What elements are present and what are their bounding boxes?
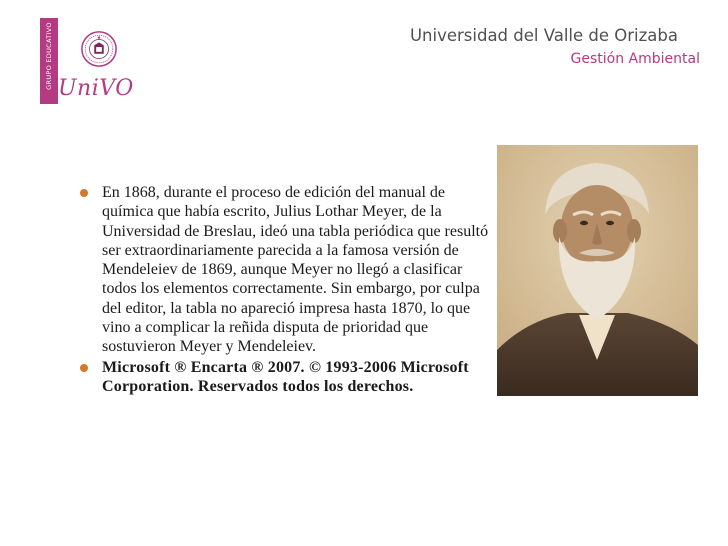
bullet-icon [80,189,88,197]
bullet-list [80,183,494,396]
university-seal-icon [80,30,118,68]
page-subtitle: Gestión Ambiental [570,51,700,67]
bullet-text: En 1868, durante el proceso de edición del manual de química que había escrito, Julius Lothar Meyer, de la Universidad de Breslau, ideó una tabla periódica que resultó ser extraordinariamente parecida a la famosa versión de Mendeleiev de 1869, aunque Meyer no llegó a clasificar todos los elementos correctamente. Sin embargo, por culpa del editor, la tabla no apareció impresa hasta 1870, lo que vino a complicar la reñida disputa de prioridad que sostuvieron Meyer y Mendeleiev. [102,184,489,356]
logo-side-text: GRUPO EDUCATIVO [45,22,53,90]
logo-wordmark: UniVO [58,76,134,101]
list-item [80,358,494,397]
univo-logo [40,18,134,110]
bullet-icon [80,364,88,372]
page-title: Universidad del Valle de Orizaba [409,26,678,45]
list-item [80,183,494,357]
citation-text: Microsoft ® Encarta ® 2007. © 1993-2006 Microsoft Corporation. Reservados todos los derechos. [102,358,469,395]
logo-side-bar [40,18,58,104]
portrait-photo [497,145,698,396]
